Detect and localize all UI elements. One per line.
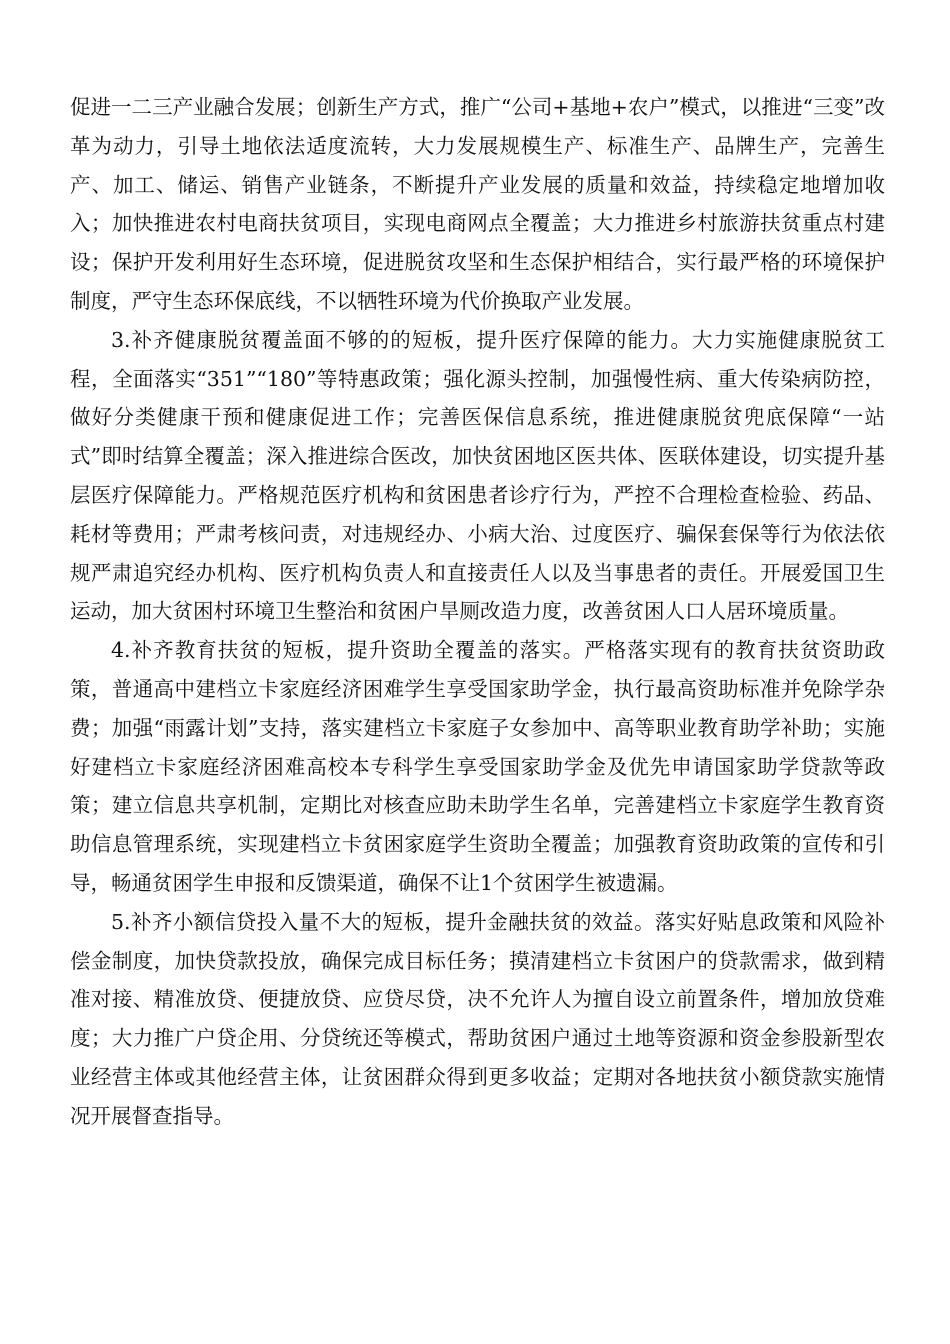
document-page: [70, 88, 885, 1136]
paragraph-education-poverty: 4.补齐教育扶贫的短板，提升资助全覆盖的落实。严格落实现有的教育扶贫资助政策，普通高中建档立卡家庭经济困难学生享受国家助学金，执行最高资助标准并免除学杂费；加强“雨露计划”支持，落实建档立卡家庭子女参加中、高等职业教育助学补助；实施好建档立卡家庭经济困难高校本专科学生享受国家助学金及优先申请国家助学贷款等政策；建立信息共享机制，定期比对核查应助未助学生名单，完善建档立卡家庭学生教育资助信息管理系统，实现建档立卡贫困家庭学生资助全覆盖；加强教育资助政策的宣传和引导，畅通贫困学生申报和反馈渠道，确保不让1个贫困学生被遗漏。: [70, 638, 885, 895]
paragraph-health-poverty: 3.补齐健康脱贫覆盖面不够的的短板，提升医疗保障的能力。大力实施健康脱贫工程，全面落实“351”“180”等特惠政策；强化源头控制，加强慢性病、重大传染病防控，做好分类健康干预和健康促进工作；完善医保信息系统，推进健康脱贫兜底保障“一站式”即时结算全覆盖；深入推进综合医改，加快贫困地区医共体、医联体建设，切实提升基层医疗保障能力。严格规范医疗机构和贫困患者诊疗行为，严控不合理检查检验、药品、耗材等费用；严肃考核问责，对违规经办、小病大治、过度医疗、骗保套保等行为依法依规严肃追究经办机构、医疗机构负责人和直接责任人以及当事患者的责任。开展爱国卫生运动，加大贫困村环境卫生整治和贫困户旱厕改造力度，改善贫困人口人居环境质量。: [70, 327, 885, 624]
paragraph-continuation: 促进一二三产业融合发展；创新生产方式，推广“公司+基地+农户”模式，以推进“三变”改革为动力，引导土地依法适度流转，大力发展规模生产、标准生产、品牌生产，完善生产、加工、储运、销售产业链条，不断提升产业发展的质量和效益，持续稳定地增加收入；加快推进农村电商扶贫项目，实现电商网点全覆盖；大力推进乡村旅游扶贫重点村建设；保护开发利用好生态环境，促进脱贫攻坚和生态保护相结合，实行最严格的环境保护制度，严守生态环保底线，不以牺牲环境为代价换取产业发展。: [70, 95, 885, 313]
paragraph-microcredit: 5.补齐小额信贷投入量不大的短板，提升金融扶贫的效益。落实好贴息政策和风险补偿金制度，加快贷款投放，确保完成目标任务；摸清建档立卡贫困户的贷款需求，做到精准对接、精准放贷、便捷放贷、应贷尽贷，决不允许人为擅自设立前置条件，增加放贷难度；大力推广户贷企用、分贷统还等模式，帮助贫困户通过土地等资源和资金参股新型农业经营主体或其他经营主体，让贫困群众得到更多收益；定期对各地扶贫小额贷款实施情况开展督查指导。: [70, 909, 885, 1128]
